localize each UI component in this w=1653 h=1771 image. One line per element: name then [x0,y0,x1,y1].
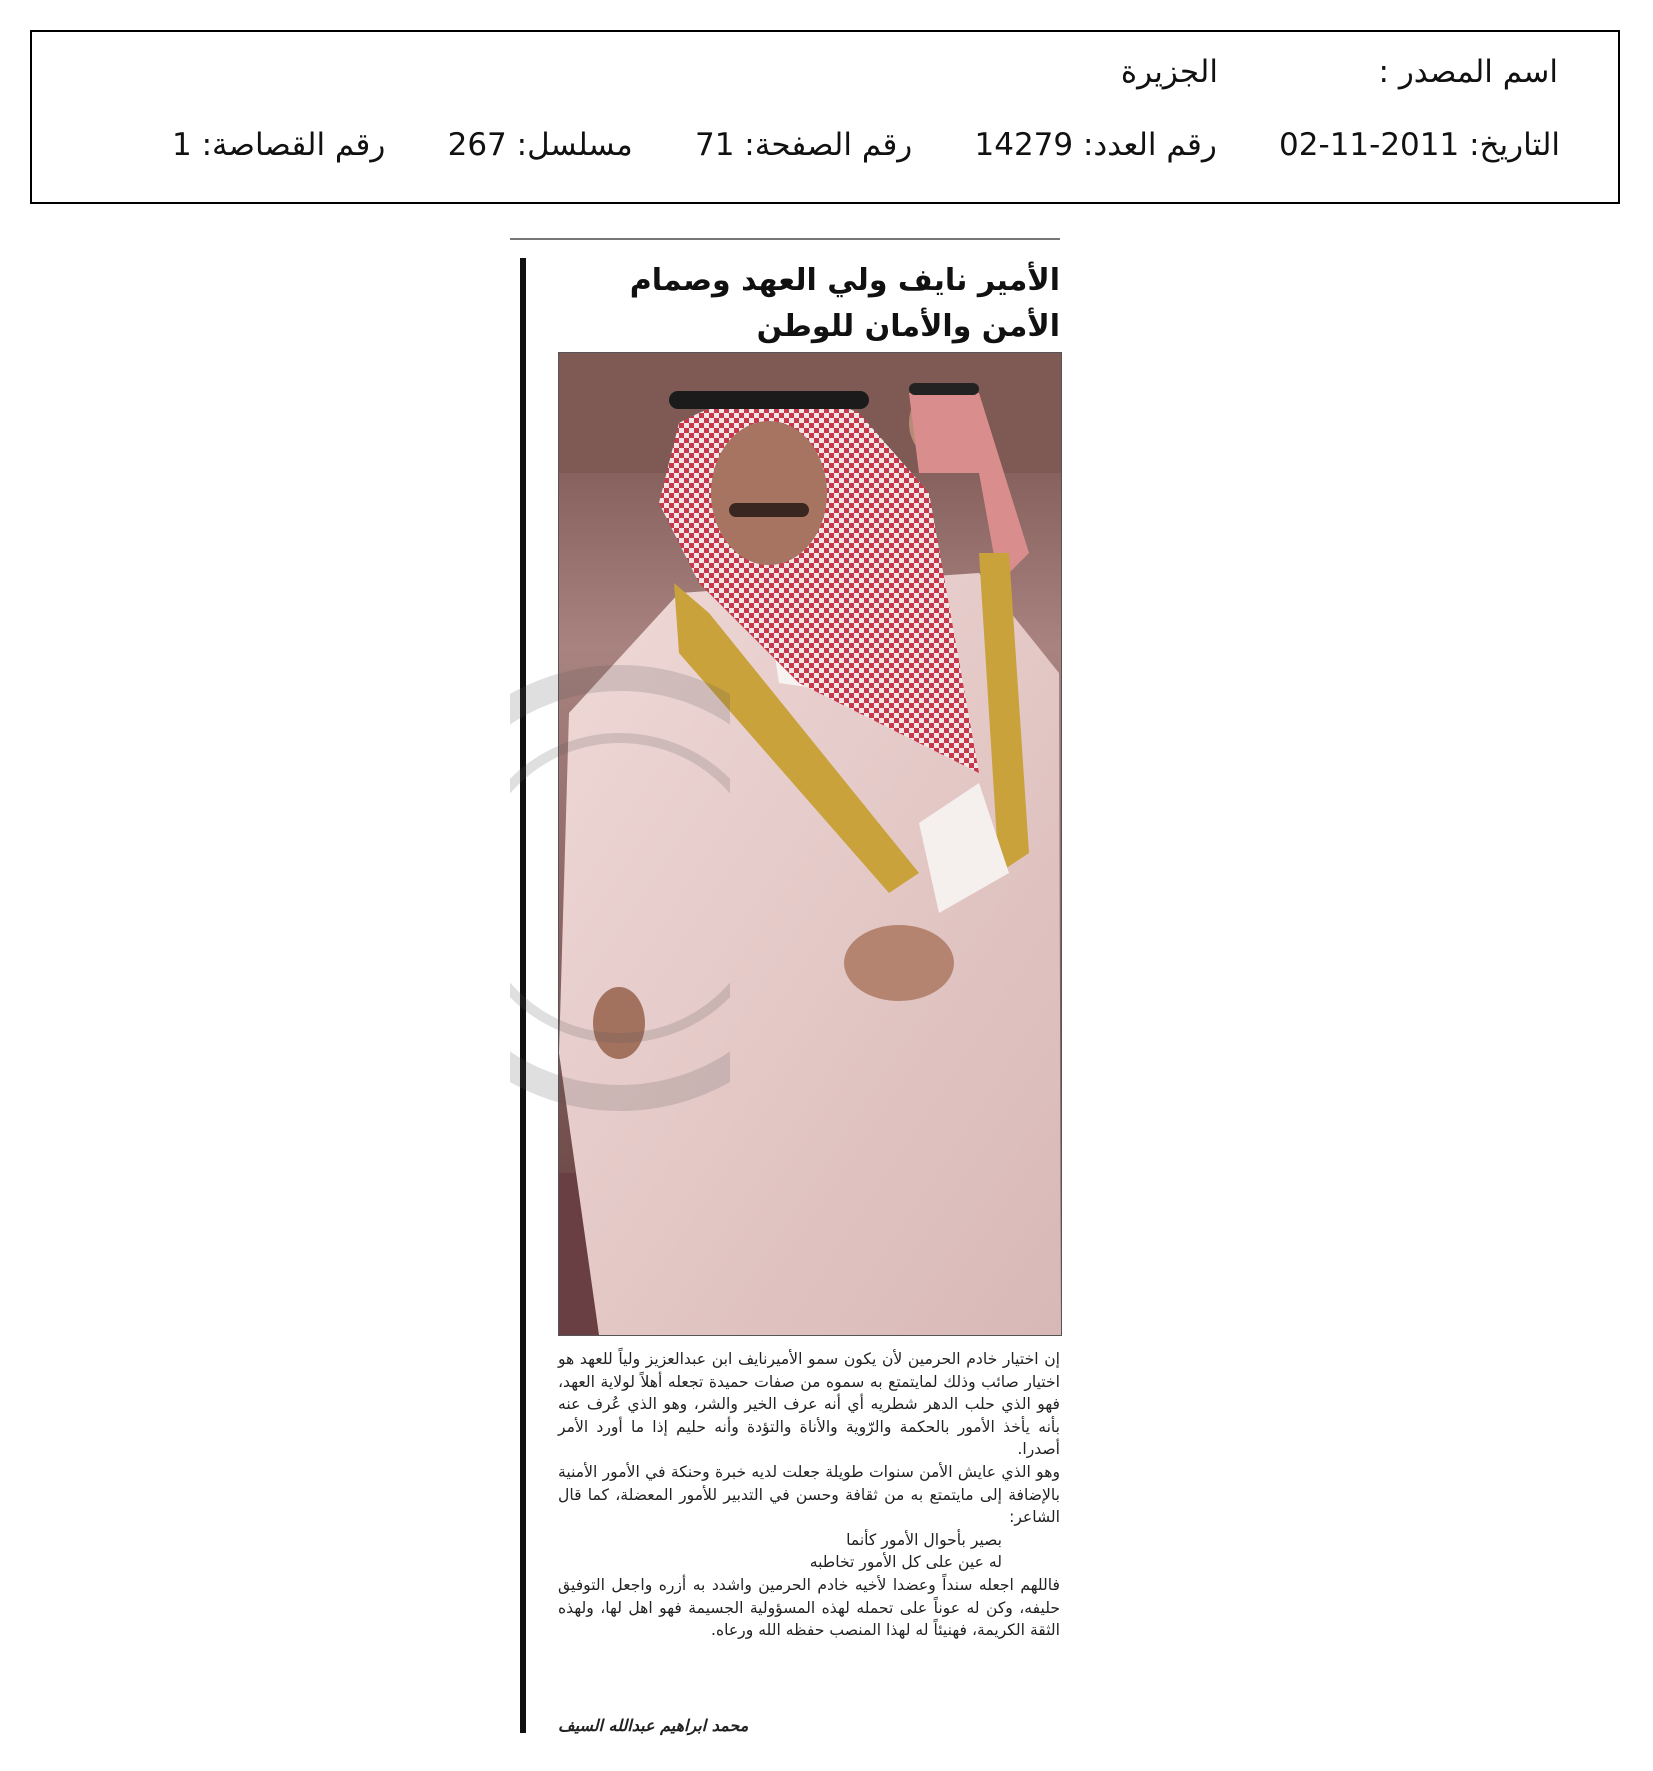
clipping-top-rule [510,238,1060,240]
paragraph-3: فاللهم اجعله سنداً وعضدا لأخيه خادم الحرمين واشدد به أزره واجعل التوفيق حليفه، وكن له عوناً على تحمله لهذه المسؤولية الجسيمة فهو اهل لها، ولهذه الثقة الكريمة، فهنيئاً له لهذا المنصب حفظه الله ورعاه. [558,1575,1060,1640]
portrait-photo [558,352,1062,1336]
clipping-info-box [30,30,1620,204]
source-label: اسم المصدر : [1378,54,1558,90]
paragraph-1: إن اختيار خادم الحرمين لأن يكون سمو الأميرنايف ابن عبدالعزيز ولياً للعهد هو اختيار صائب وذلك لمايتمتع به سموه من صفات حميدة تجعله أهلاً لولاية العهد، فهو الذي حلب الدهر شطريه أي أنه عرف الخير والشر، وهو الذي عُرف عنه بأنه يأخذ الأمور بالحكمة والرّوية والأناة والتؤدة وأنه حليم إذا ما أورد الأمر أصدرا. [558,1350,1060,1459]
clipping-side-rule [520,258,526,1733]
article-body [558,1348,1060,1642]
headline-line-1: الأمير نايف ولي العهد وصمام [629,263,1060,298]
issue-field: رقم العدد: 14279 [974,127,1217,163]
clip-number-field: رقم القصاصة: 1 [172,127,386,163]
newspaper-clipping [510,238,1060,1738]
verse-line-1: بصير بأحوال الأمور كأنما [846,1530,1002,1549]
verse-line-2: له عين على كل الأمور تخاطبه [809,1553,1002,1572]
article-headline [540,258,1060,350]
headline-line-2: الأمن والأمان للوطن [756,309,1060,344]
source-value: الجزيرة [1120,54,1218,90]
author-byline: محمد ابراهيم عبدالله السيف [558,1716,749,1735]
meta-row [172,127,1560,163]
portrait-illustration [559,353,1061,1335]
serial-field: مسلسل: 267 [447,127,633,163]
paragraph-2: وهو الذي عايش الأمن سنوات طويلة جعلت لديه خبرة وحنكة في الأمور الأمنية بالإضافة إلى مايتمتع به من ثقافة وحسن في التدبير للأمور المعضلة، كما قال الشاعر: [558,1462,1060,1527]
page-field: رقم الصفحة: 71 [694,127,913,163]
date-field: التاريخ: 2011-11-02 [1279,127,1560,163]
